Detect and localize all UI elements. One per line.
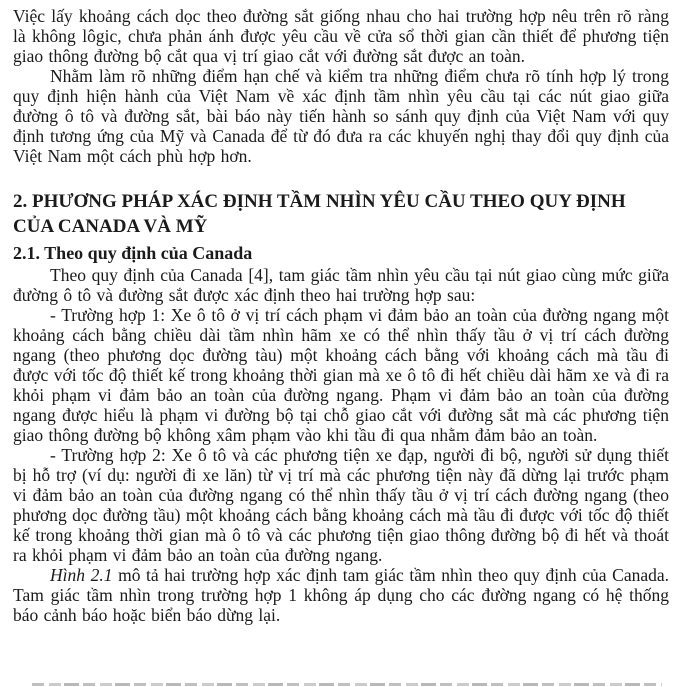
paragraph-figure-reference: [13, 565, 669, 625]
paragraph-figure-reference-text: mô tả hai trường hợp xác định tam giác tầm nhìn theo quy định của Canada. Tam giác tầm nhìn trong trường hợp 1 không áp dụng cho các đường ngang có hệ thống báo cảnh báo hoặc biển báo dừng lại.: [13, 565, 669, 625]
paragraph-aim: Nhằm làm rõ những điểm hạn chế và kiểm tra những điểm chưa rõ tính hợp lý trong quy định hiện hành của Việt Nam về xác định tầm nhìn yêu cầu tại các nút giao giữa đường ô tô và đường sắt, bài báo này tiến hành so sánh quy định của Việt Nam với quy định tương ứng của Mỹ và Canada để từ đó đưa ra các khuyến nghị thay đổi quy định của Việt Nam một cách phù hợp hơn.: [13, 66, 669, 166]
paragraph-case-2: - Trường hợp 2: Xe ô tô và các phương tiện xe đạp, người đi bộ, người sử dụng thiết bị hỗ trợ (ví dụ: người đi xe lăn) từ vị trí mà các phương tiện này đã dừng lại trước phạm vi đảm bảo an toàn của đường ngang có thể nhìn thấy tầu ở vị trí cách đường ngang (theo phương dọc đường tầu) một khoảng cách bằng khoảng cách mà tầu đi được với tốc độ thiết kế trong khoảng thời gian mà ô tô và các phương tiện giao thông đường bộ đi hết và thoát ra khỏi phạm vi đảm bảo an toàn của đường ngang.: [13, 445, 669, 565]
paragraph-case-1: - Trường hợp 1: Xe ô tô ở vị trí cách phạm vi đảm bảo an toàn của đường ngang một khoảng cách bằng chiều dài tầm nhìn hãm xe có thể nhìn thấy tầu ở vị trí cách đường ngang (theo phương dọc đường tàu) một khoảng cách bằng với khoảng cách mà tầu đi được với tốc độ thiết kế trong khoảng thời gian mà xe ô tô đi hết chiều dài hãm xe và đi ra khỏi phạm vi đảm bảo an toàn của đường ngang. Phạm vi đảm bảo an toàn của đường ngang được hiểu là phạm vi đường bộ tại chỗ giao cắt với đường sắt mà các phương tiện giao thông đường bộ không xâm phạm vào khi tầu đi qua nhằm đảm bảo an toàn.: [13, 305, 669, 445]
section-2-1-heading: 2.1. Theo quy định của Canada: [13, 243, 253, 263]
paragraph-intro-continuation: Việc lấy khoảng cách dọc theo đường sắt giống nhau cho hai trường hợp nêu trên rõ ràng là không lôgic, chưa phản ánh được yêu cầu về cửa sổ thời gian cần thiết để phương tiện giao thông đường bộ cắt qua vị trí giao cắt với đường sắt được an toàn.: [13, 6, 669, 66]
section-2-heading-line-2: CỦA CANADA VÀ MỸ: [13, 216, 208, 237]
paragraph-canada-intro: Theo quy định của Canada [4], tam giác tầm nhìn yêu cầu tại nút giao cùng mức giữa đường ô tô và đường sắt được xác định theo hai trường hợp sau:: [13, 265, 669, 305]
figure-2-1-reference: Hình 2.1: [50, 565, 113, 585]
section-2-heading: [13, 189, 669, 239]
cutoff-next-line-sliver: [32, 683, 662, 686]
section-2-heading-line-1: 2. PHƯƠNG PHÁP XÁC ĐỊNH TẦM NHÌN YÊU CẦU THEO QUY ĐỊNH: [13, 191, 626, 212]
